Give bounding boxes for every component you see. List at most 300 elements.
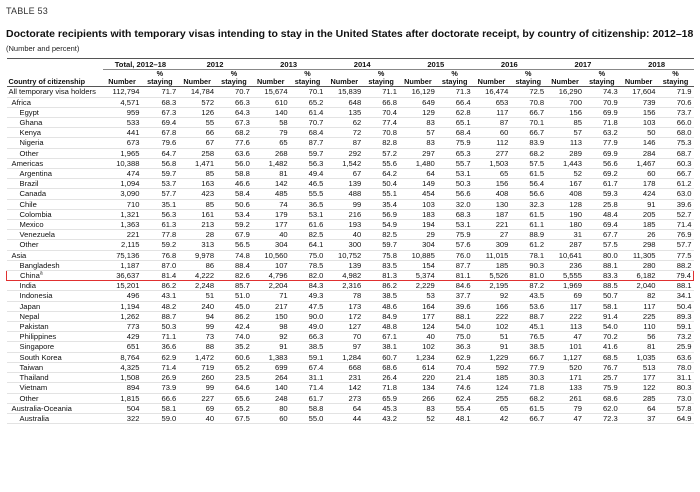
table-row: [7, 220, 694, 230]
percent-staying-cell: 62.9: [141, 352, 178, 362]
percent-staying-cell: 57.5: [510, 158, 546, 168]
number-cell: 194: [399, 220, 437, 230]
percent-staying-cell: 38.5: [363, 291, 399, 301]
number-cell: 44: [325, 413, 363, 423]
percent-staying-cell: 25.7: [584, 373, 620, 383]
percent-staying-cell: 75.0: [437, 332, 473, 342]
percent-staying-cell: 71.1: [141, 332, 178, 342]
percent-staying-cell: 35.1: [141, 199, 178, 209]
table-subtitle: (Number and percent): [6, 44, 80, 53]
percent-staying-cell: 58.1: [141, 403, 178, 413]
percent-staying-cell: 68.4: [290, 128, 326, 138]
number-cell: 513: [620, 362, 658, 372]
percent-staying-cell: 76.5: [510, 332, 546, 342]
percent-staying-cell: 77.5: [658, 250, 694, 260]
percent-staying-cell: 65.6: [216, 393, 252, 403]
country-name: Mexico: [19, 220, 44, 230]
table-row: [7, 342, 694, 352]
number-cell: 454: [399, 189, 437, 199]
number-cell: 1,969: [546, 281, 584, 291]
number-cell: 67: [178, 138, 216, 148]
number-cell: 11,305: [620, 250, 658, 260]
percent-staying-cell: 56.8: [141, 158, 178, 168]
country-name-cell: [7, 332, 103, 342]
percent-staying-cell: 34.1: [658, 291, 694, 301]
number-cell: 236: [546, 260, 584, 270]
table-row: [7, 250, 694, 260]
percent-staying-cell: 82.5: [290, 230, 326, 240]
percent-staying-cell: 61.1: [510, 220, 546, 230]
percent-staying-cell: 61.7: [584, 179, 620, 189]
number-cell: 300: [325, 240, 363, 250]
percent-staying-cell: 48.4: [584, 209, 620, 219]
percent-staying-cell: 57.8: [658, 403, 694, 413]
country-name: Ghana: [19, 118, 43, 128]
number-cell: 1,472: [178, 352, 216, 362]
percent-staying-cell: 38.1: [363, 342, 399, 352]
table-row: [7, 138, 694, 148]
number-cell: 64: [325, 403, 363, 413]
number-cell: 4,982: [325, 271, 363, 281]
number-cell: 52: [546, 169, 584, 179]
country-name: Africa: [11, 97, 31, 107]
country-name-cell: [7, 138, 103, 148]
percent-staying-cell: 52.7: [658, 209, 694, 219]
number-cell: 648: [325, 97, 363, 107]
number-cell: 264: [252, 373, 290, 383]
number-cell: 2,316: [325, 281, 363, 291]
number-cell: 227: [178, 393, 216, 403]
number-cell: 15,674: [252, 87, 290, 97]
staying-label: staying: [294, 77, 321, 87]
percent-staying-cell: 68.2: [216, 128, 252, 138]
country-name-cell: [7, 271, 103, 281]
number-cell: 53: [399, 291, 437, 301]
number-cell: 185: [473, 260, 511, 270]
number-cell: 504: [103, 403, 142, 413]
number-cell: 894: [103, 383, 142, 393]
percent-staying-cell: 67.9: [216, 230, 252, 240]
number-cell: 10,885: [399, 250, 437, 260]
number-cell: 183: [399, 209, 437, 219]
number-cell: 161: [178, 209, 216, 219]
table-row: [7, 128, 694, 138]
percent-staying-cell: 88.1: [437, 311, 473, 321]
year-header: 2018: [620, 59, 694, 70]
percent-staying-cell: 70.4: [437, 362, 473, 372]
percent-sign: %: [525, 69, 532, 78]
number-cell: 1,262: [103, 311, 142, 321]
table-row: [7, 158, 694, 168]
number-cell: 91: [252, 342, 290, 352]
number-cell: 285: [620, 393, 658, 403]
number-cell: 231: [325, 373, 363, 383]
number-cell: 31: [546, 230, 584, 240]
number-cell: 99: [178, 322, 216, 332]
number-cell: 5,555: [546, 271, 584, 281]
number-cell: 10,560: [252, 250, 290, 260]
country-name-cell: [7, 169, 103, 179]
staying-label: staying: [441, 77, 468, 87]
number-column-header: Number: [546, 70, 584, 87]
number-cell: 221: [103, 230, 142, 240]
percent-sign: %: [230, 69, 238, 78]
number-cell: 85: [546, 118, 584, 128]
percent-staying-cell: 59.2: [141, 240, 178, 250]
number-cell: 289: [546, 148, 584, 158]
percent-staying-cell: 32.0: [437, 199, 473, 209]
number-cell: 2,115: [103, 240, 142, 250]
table-header: [7, 59, 694, 87]
percent-staying-cell: 68.0: [658, 128, 694, 138]
table-row: [7, 301, 694, 311]
number-cell: 424: [620, 189, 658, 199]
percent-staying-cell: 75.9: [437, 230, 473, 240]
number-cell: 67: [325, 169, 363, 179]
percent-staying-cell: 38.5: [290, 342, 326, 352]
number-cell: 156: [546, 107, 584, 117]
percent-staying-cell: 74.0: [216, 332, 252, 342]
percent-staying-cell: 69.2: [584, 169, 620, 179]
number-cell: 57: [399, 128, 437, 138]
number-cell: 47: [546, 413, 584, 423]
number-cell: 260: [178, 373, 216, 383]
number-cell: 113: [546, 138, 584, 148]
percent-staying-cell: 61.5: [510, 209, 546, 219]
percent-staying-column-header: [363, 70, 399, 87]
table-row: [7, 107, 694, 117]
number-cell: 1,503: [473, 158, 511, 168]
number-cell: 81: [252, 169, 290, 179]
number-cell: 1,471: [178, 158, 216, 168]
percent-sign: %: [672, 69, 679, 78]
country-name-cell: [7, 393, 103, 403]
number-cell: 177: [620, 373, 658, 383]
number-cell: 4,796: [252, 271, 290, 281]
number-cell: 81: [620, 342, 658, 352]
number-cell: 140: [252, 107, 290, 117]
number-cell: 127: [325, 322, 363, 332]
percent-staying-column-header: [290, 70, 326, 87]
percent-staying-cell: 71.8: [363, 383, 399, 393]
country-name-cell: [7, 230, 103, 240]
percent-staying-cell: 71.4: [141, 362, 178, 372]
number-cell: 4,222: [178, 271, 216, 281]
table-row: [7, 332, 694, 342]
number-cell: 69: [546, 291, 584, 301]
number-cell: 485: [252, 189, 290, 199]
percent-staying-cell: 75.9: [437, 138, 473, 148]
number-cell: 1,482: [252, 158, 290, 168]
percent-staying-cell: 65.2: [290, 97, 326, 107]
percent-staying-cell: 62.4: [437, 393, 473, 403]
percent-staying-cell: 66.7: [510, 107, 546, 117]
number-cell: 149: [399, 179, 437, 189]
country-name: Colombia: [19, 209, 52, 219]
percent-sign: %: [377, 69, 385, 78]
percent-staying-cell: 59.0: [141, 413, 178, 423]
number-cell: 83: [399, 138, 437, 148]
country-name: Bangladesh: [19, 260, 60, 270]
percent-staying-cell: 30.3: [510, 373, 546, 383]
percent-staying-cell: 54.0: [437, 322, 473, 332]
number-cell: 102: [399, 342, 437, 352]
percent-staying-cell: 66.7: [510, 352, 546, 362]
percent-staying-cell: 60.3: [658, 158, 694, 168]
percent-staying-cell: 70.6: [658, 97, 694, 107]
number-cell: 488: [325, 189, 363, 199]
year-header: 2012: [178, 59, 252, 70]
number-cell: 87: [325, 138, 363, 148]
percent-staying-cell: 75.3: [658, 138, 694, 148]
percent-staying-cell: 73.2: [658, 332, 694, 342]
number-cell: 213: [178, 220, 216, 230]
number-cell: 110: [620, 322, 658, 332]
percent-staying-cell: 90.0: [290, 311, 326, 321]
percent-staying-cell: 26.4: [363, 373, 399, 383]
percent-staying-cell: 75.0: [290, 250, 326, 260]
percent-staying-cell: 43.1: [141, 291, 178, 301]
country-name-cell: [7, 281, 103, 291]
percent-staying-cell: 50.4: [363, 179, 399, 189]
number-column-header: Number: [178, 70, 216, 87]
number-cell: 572: [178, 97, 216, 107]
number-cell: 2,248: [178, 281, 216, 291]
percent-staying-cell: 59.1: [290, 352, 326, 362]
number-cell: 65: [473, 403, 511, 413]
percent-staying-cell: 65.9: [363, 393, 399, 403]
percent-staying-cell: 87.0: [141, 260, 178, 270]
percent-staying-cell: 66.8: [363, 97, 399, 107]
percent-staying-cell: 61.4: [290, 107, 326, 117]
table-row: [7, 199, 694, 209]
percent-sign: %: [156, 69, 164, 78]
number-cell: 653: [473, 97, 511, 107]
country-name: Australia: [19, 413, 50, 423]
percent-staying-cell: 76.7: [584, 362, 620, 372]
number-cell: 83: [399, 118, 437, 128]
percent-staying-cell: 66.7: [658, 169, 694, 179]
year-header: 2015: [399, 59, 473, 70]
percent-staying-cell: 61.5: [510, 169, 546, 179]
number-cell: 2,204: [252, 281, 290, 291]
number-cell: 29: [399, 230, 437, 240]
percent-staying-cell: 70.4: [363, 107, 399, 117]
number-cell: 217: [252, 301, 290, 311]
country-name-cell: [7, 260, 103, 270]
number-cell: 4,571: [103, 97, 142, 107]
percent-staying-cell: 78.5: [290, 260, 326, 270]
number-cell: 66: [178, 128, 216, 138]
number-cell: 102: [473, 322, 511, 332]
table-row: [7, 383, 694, 393]
number-cell: 1,508: [103, 373, 142, 383]
percent-staying-cell: 77.8: [141, 230, 178, 240]
percent-staying-cell: 56.5: [216, 240, 252, 250]
table-row: [7, 393, 694, 403]
number-cell: 117: [473, 107, 511, 117]
percent-staying-cell: 91.4: [584, 311, 620, 321]
percent-staying-cell: 25.9: [658, 342, 694, 352]
percent-staying-cell: 48.6: [363, 301, 399, 311]
number-cell: 83: [399, 403, 437, 413]
percent-staying-cell: 68.7: [658, 148, 694, 158]
country-name: Pakistan: [19, 322, 49, 332]
percent-staying-cell: 64.6: [216, 383, 252, 393]
percent-staying-cell: 59.7: [141, 169, 178, 179]
percent-staying-cell: 53.1: [437, 169, 473, 179]
percent-staying-cell: 57.2: [363, 148, 399, 158]
table-row: [7, 179, 694, 189]
number-cell: 5,526: [473, 271, 511, 281]
percent-staying-cell: 54.9: [363, 220, 399, 230]
percent-staying-cell: 63.2: [584, 128, 620, 138]
number-cell: 1,480: [399, 158, 437, 168]
number-cell: 117: [546, 301, 584, 311]
country-name-cell: [7, 189, 103, 199]
country-name: Nepal: [19, 311, 40, 321]
number-cell: 91: [620, 199, 658, 209]
country-name-cell: [7, 240, 103, 250]
number-cell: 10,752: [325, 250, 363, 260]
number-cell: 298: [620, 240, 658, 250]
number-cell: 156: [473, 179, 511, 189]
number-cell: 98: [252, 322, 290, 332]
percent-staying-cell: 76.0: [437, 250, 473, 260]
percent-staying-cell: 60.7: [363, 352, 399, 362]
percent-staying-cell: 57.5: [584, 240, 620, 250]
country-name: India: [19, 281, 36, 291]
table-row: [7, 118, 694, 128]
percent-staying-cell: 57.7: [658, 240, 694, 250]
number-cell: 177: [252, 220, 290, 230]
country-name: Argentina: [19, 169, 53, 179]
percent-staying-cell: 71.3: [437, 87, 473, 97]
number-cell: 187: [473, 209, 511, 219]
country-name: South Korea: [19, 352, 62, 362]
country-name: China: [20, 271, 40, 281]
number-cell: 79: [546, 403, 584, 413]
number-cell: 50: [620, 128, 658, 138]
number-cell: 1,363: [103, 220, 142, 230]
percent-staying-cell: 67.7: [584, 230, 620, 240]
percent-staying-cell: 56.6: [510, 189, 546, 199]
percent-staying-cell: 43.2: [363, 413, 399, 423]
number-cell: 277: [473, 148, 511, 158]
number-cell: 101: [546, 342, 584, 352]
country-name-cell: [7, 413, 103, 423]
percent-staying-cell: 72.5: [510, 87, 546, 97]
percent-staying-cell: 53.1: [437, 220, 473, 230]
number-cell: 190: [546, 209, 584, 219]
percent-staying-cell: 56.9: [363, 209, 399, 219]
country-name: Canada: [19, 189, 47, 199]
percent-staying-column-header: [141, 70, 178, 87]
percent-staying-cell: 70.9: [584, 97, 620, 107]
percent-staying-cell: 77.4: [363, 118, 399, 128]
percent-staying-cell: 55.7: [437, 158, 473, 168]
percent-staying-cell: 71.8: [584, 118, 620, 128]
table-row: [7, 362, 694, 372]
number-cell: 122: [620, 383, 658, 393]
number-cell: 1,035: [620, 352, 658, 362]
number-cell: 27: [473, 230, 511, 240]
percent-staying-cell: 21.4: [437, 373, 473, 383]
number-cell: 10,641: [546, 250, 584, 260]
percent-staying-cell: 62.8: [437, 107, 473, 117]
percent-staying-cell: 49.0: [290, 322, 326, 332]
number-cell: 304: [399, 240, 437, 250]
number-cell: 154: [399, 260, 437, 270]
percent-staying-cell: 57.6: [437, 240, 473, 250]
percent-staying-cell: 66.7: [510, 128, 546, 138]
number-cell: 2,040: [620, 281, 658, 291]
number-cell: 173: [325, 301, 363, 311]
percent-staying-cell: 74.8: [216, 250, 252, 260]
percent-staying-cell: 59.7: [290, 148, 326, 158]
percent-staying-cell: 86.2: [141, 281, 178, 291]
country-name: Philippines: [19, 332, 57, 342]
number-cell: 139: [325, 179, 363, 189]
table-row: [7, 373, 694, 383]
percent-staying-cell: 36.3: [437, 342, 473, 352]
percent-staying-cell: 53.4: [216, 209, 252, 219]
number-cell: 297: [399, 148, 437, 158]
percent-staying-cell: 43.5: [510, 291, 546, 301]
percent-staying-cell: 87.7: [437, 260, 473, 270]
percent-staying-cell: 63.6: [216, 148, 252, 158]
table-row-highlighted: [7, 271, 694, 281]
percent-staying-cell: 77.9: [584, 138, 620, 148]
number-column-header: Number: [620, 70, 658, 87]
number-cell: 266: [399, 393, 437, 403]
percent-staying-cell: 69.4: [141, 118, 178, 128]
number-cell: 47: [546, 332, 584, 342]
percent-staying-cell: 58.8: [216, 169, 252, 179]
percent-staying-cell: 83.5: [363, 260, 399, 270]
percent-staying-cell: 50.6: [216, 199, 252, 209]
number-cell: 79: [252, 128, 290, 138]
number-cell: 16,290: [546, 87, 584, 97]
number-cell: 126: [178, 107, 216, 117]
country-name-cell: [7, 118, 103, 128]
number-cell: 172: [325, 311, 363, 321]
percent-staying-column-header: [510, 70, 546, 87]
percent-staying-cell: 75.9: [584, 383, 620, 393]
number-cell: 73: [178, 332, 216, 342]
number-cell: 40: [325, 230, 363, 240]
number-cell: 36,637: [103, 271, 142, 281]
table-row: [7, 209, 694, 219]
number-cell: 261: [546, 393, 584, 403]
percent-staying-cell: 26.9: [141, 373, 178, 383]
number-cell: 139: [325, 260, 363, 270]
percent-staying-cell: 68.6: [584, 393, 620, 403]
number-cell: 134: [399, 383, 437, 393]
percent-staying-cell: 73.9: [141, 383, 178, 393]
percent-staying-cell: 71.9: [658, 87, 694, 97]
percent-staying-cell: 68.5: [584, 352, 620, 362]
number-cell: 179: [252, 209, 290, 219]
percent-staying-cell: 78.1: [510, 250, 546, 260]
number-cell: 135: [325, 107, 363, 117]
percent-staying-cell: 68.4: [437, 128, 473, 138]
percent-staying-cell: 48.8: [363, 322, 399, 332]
percent-staying-cell: 69.9: [584, 107, 620, 117]
number-cell: 107: [252, 260, 290, 270]
percent-staying-cell: 88.5: [584, 281, 620, 291]
number-cell: 11,015: [473, 250, 511, 260]
